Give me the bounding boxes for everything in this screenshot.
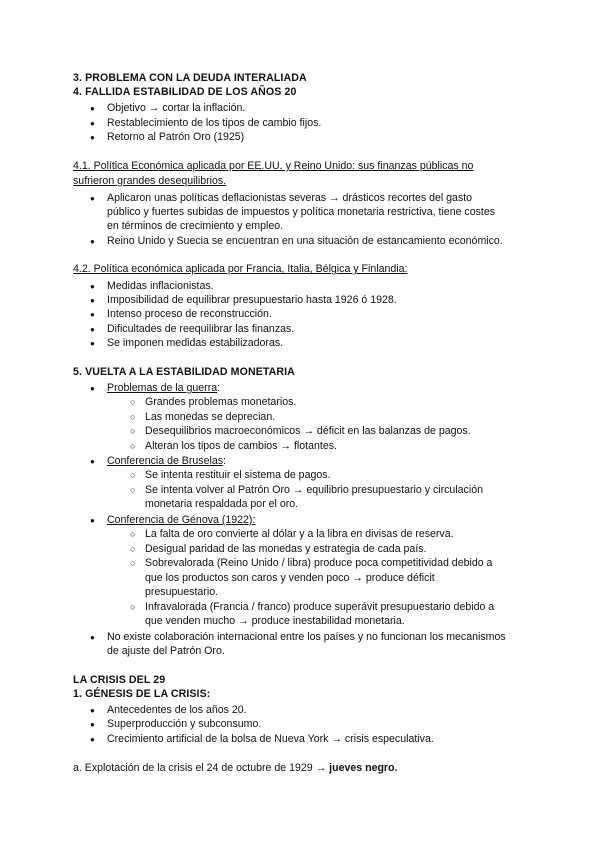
group-label: Conferencia de Génova (1922): [107, 514, 256, 526]
crisis-paragraph-a [73, 761, 397, 776]
list-item: Restablecimiento de los tipos de cambio fijos. [107, 117, 322, 129]
list-item: Crecimiento artificial de la bolsa de Nueva York → crisis especulativa. [107, 733, 434, 745]
section-4-title: 4. FALLIDA ESTABILIDAD DE LOS AÑOS 20 [73, 86, 297, 98]
circle-bullet-icon: ○ [130, 544, 136, 554]
bullet-icon: ● [90, 194, 95, 203]
bullet-icon: ● [90, 282, 95, 291]
list-item: Objetivo → cortar la inflación. [107, 102, 246, 114]
circle-bullet-icon: ○ [130, 412, 136, 422]
section-4-1-heading: 4.1. Política Económica aplicada por EE.UU. y Reino Unido: sus finanzas públicas no [73, 160, 474, 172]
sub-list-item-continued: monetaria respaldada por el oro. [145, 498, 299, 510]
list-item: Aplicaron unas políticas deflacionistas severas → drásticos recortes del gasto [107, 192, 473, 204]
sub-list-item: Sobrevalorada (Reino Unido / libra) produce poca competitividad debido a [145, 557, 493, 569]
list-item-continued: de ajuste del Patrón Oro. [107, 645, 225, 657]
sub-list-item: Desigual paridad de las monedas y estrategia de cada país. [145, 543, 427, 555]
list-item-continued: público y fuertes subidas de impuestos y política monetaria restrictiva, tiene costes [107, 206, 496, 218]
bullet-icon: ● [90, 735, 95, 744]
sub-list-item: Alteran los tipos de cambios → flotantes. [145, 440, 337, 452]
circle-bullet-icon: ○ [130, 558, 136, 568]
sub-list-item: Grandes problemas monetarios. [145, 396, 297, 408]
bullet-icon: ● [90, 339, 95, 348]
list-item: Dificultades de reequilibrar las finanzas. [107, 323, 295, 335]
list-item-continued: en términos de crecimiento y empleo. [107, 220, 284, 232]
sub-list-item: Las monedas se deprecian. [145, 411, 276, 423]
bullet-icon: ● [90, 384, 95, 393]
bullet-icon: ● [90, 325, 95, 334]
section-3-title: 3. PROBLEMA CON LA DEUDA INTERALIADA [73, 72, 307, 84]
circle-bullet-icon: ○ [130, 426, 136, 436]
list-item: Imposibilidad de equilibrar presupuestario hasta 1926 ó 1928. [107, 294, 397, 306]
list-item: Reino Unido y Suecia se encuentran en una situación de estancamiento económico. [107, 235, 503, 247]
group-label: Problemas de la guerra [107, 382, 218, 394]
sub-list-item-continued: que venden mucho → produce inestabilidad monetaria. [145, 615, 405, 627]
bullet-icon: ● [90, 720, 95, 729]
bullet-icon: ● [90, 310, 95, 319]
list-item: Retorno al Patrón Oro (1925) [107, 131, 245, 143]
list-item: Medidas inflacionistas. [107, 280, 214, 292]
sub-list-item: La falta de oro convierte al dólar y a la libra en divisas de reserva. [145, 528, 454, 540]
bullet-icon: ● [90, 516, 95, 525]
sub-list-item: Desequilibrios macroeconómicos → déficit en las balanzas de pagos. [145, 425, 471, 437]
circle-bullet-icon: ○ [130, 529, 136, 539]
paragraph-text: a. Explotación de la crisis el 24 de octubre de 1929 → [73, 762, 330, 774]
list-item: Conferencia de Bruselas: [107, 455, 226, 467]
bullet-icon: ● [90, 133, 95, 142]
circle-bullet-icon: ○ [130, 470, 136, 480]
circle-bullet-icon: ○ [130, 441, 136, 451]
bullet-icon: ● [90, 457, 95, 466]
sub-list-item-continued: que los productos son caros y venden poco → produce déficit [145, 572, 435, 584]
bullet-icon: ● [90, 119, 95, 128]
circle-bullet-icon: ○ [130, 397, 136, 407]
section-4-2-heading: 4.2. Política económica aplicada por Francia, Italia, Bélgica y Finlandia: [73, 263, 408, 275]
sub-list-item: Infravalorada (Francia / franco) produce superávit presupuestario debido a [145, 601, 495, 613]
crisis-title: LA CRISIS DEL 29 [73, 674, 166, 686]
bullet-icon: ● [90, 296, 95, 305]
list-item: Problemas de la guerra: [107, 382, 221, 394]
circle-bullet-icon: ○ [130, 602, 136, 612]
crisis-section-1-title: 1. GÉNESIS DE LA CRISIS: [73, 688, 211, 700]
circle-bullet-icon: ○ [130, 485, 136, 495]
sub-list-item: Se intenta restituir el sistema de pagos. [145, 469, 331, 481]
sub-list-item-continued: presupuestario. [145, 586, 219, 598]
bullet-icon: ● [90, 104, 95, 113]
section-4-1-heading: sufrieron grandes desequilibrios. [73, 175, 227, 187]
bullet-icon: ● [90, 237, 95, 246]
list-item: Intenso proceso de reconstrucción. [107, 308, 272, 320]
paragraph-bold-text: jueves negro. [329, 762, 398, 774]
list-item: No existe colaboración internacional entre los países y no funcionan los mecanismos [107, 631, 506, 643]
list-item: Se imponen medidas estabilizadoras. [107, 337, 284, 349]
bullet-icon: ● [90, 706, 95, 715]
bullet-icon: ● [90, 633, 95, 642]
sub-list-item: Se intenta volver al Patrón Oro → equilibrio presupuestario y circulación [145, 484, 483, 496]
list-item: Superproducción y subconsumo. [107, 718, 262, 730]
list-item: Antecedentes de los años 20. [107, 704, 247, 716]
section-5-title: 5. VUELTA A LA ESTABILIDAD MONETARIA [73, 366, 295, 378]
group-label: Conferencia de Bruselas [107, 455, 224, 467]
